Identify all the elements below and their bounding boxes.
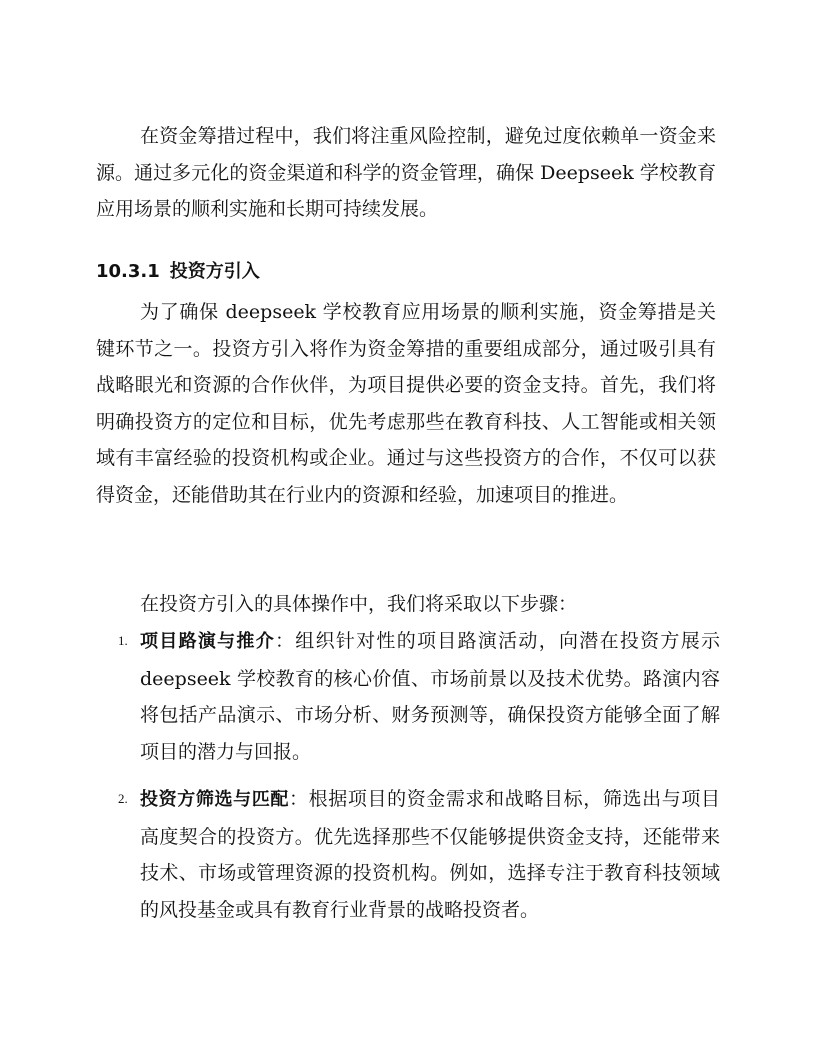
step-term: 项目路演与推介 xyxy=(140,631,275,652)
step-marker: 1. xyxy=(118,633,128,648)
section-title: 投资方引入 xyxy=(169,261,260,282)
step-item-2 xyxy=(96,781,720,928)
intro-paragraph: 在资金筹措过程中，我们将注重风险控制，避免过度依赖单一资金来源。通过多元化的资金渠道和科学的资金管理，确保 Deepseek 学校教育应用场景的顺利实施和长期可持续发展。 xyxy=(96,125,716,220)
body-paragraph-1: 为了确保 deepseek 学校教育应用场景的顺利实施，资金筹措是关键环节之一。投资方引入将作为资金筹措的重要组成部分，通过吸引具有战略眼光和资源的合作伙伴，为项目提供必要的资金支持。首先，我们将明确投资方的定位和目标，优先考虑那些在教育科技、人工智能或相关领域有丰富经验的投资机构或企业。通过与这些投资方的合作，不仅可以获得资金，还能借助其在行业内的资源和经验，加速项目的推进。 xyxy=(96,301,716,506)
step-term: 投资方筛选与匹配 xyxy=(140,789,289,810)
steps-list xyxy=(96,623,720,939)
step-text: ：根据项目的资金需求和战略目标，筛选出与项目高度契合的投资方。优先选择那些不仅能够提供资金支持，还能带来技术、市场或管理资源的投资机构。例如，选择专注于教育科技领域的风投基金或具有教育行业背景的战略投资者。 xyxy=(140,788,720,921)
section-heading xyxy=(96,254,260,290)
section-number: 10.3.1 xyxy=(96,261,160,282)
step-text: ：组织针对性的项目路演活动，向潜在投资方展示 deepseek 学校教育的核心价值、市场前景以及技术优势。路演内容将包括产品演示、市场分析、财务预测等，确保投资方能够全面了解项目的潜力与回报。 xyxy=(140,630,720,763)
body-paragraph-2: 在投资方引入的具体操作中，我们将采取以下步骤： xyxy=(140,593,578,615)
step-marker: 2. xyxy=(118,791,128,806)
step-item-1 xyxy=(96,623,720,770)
